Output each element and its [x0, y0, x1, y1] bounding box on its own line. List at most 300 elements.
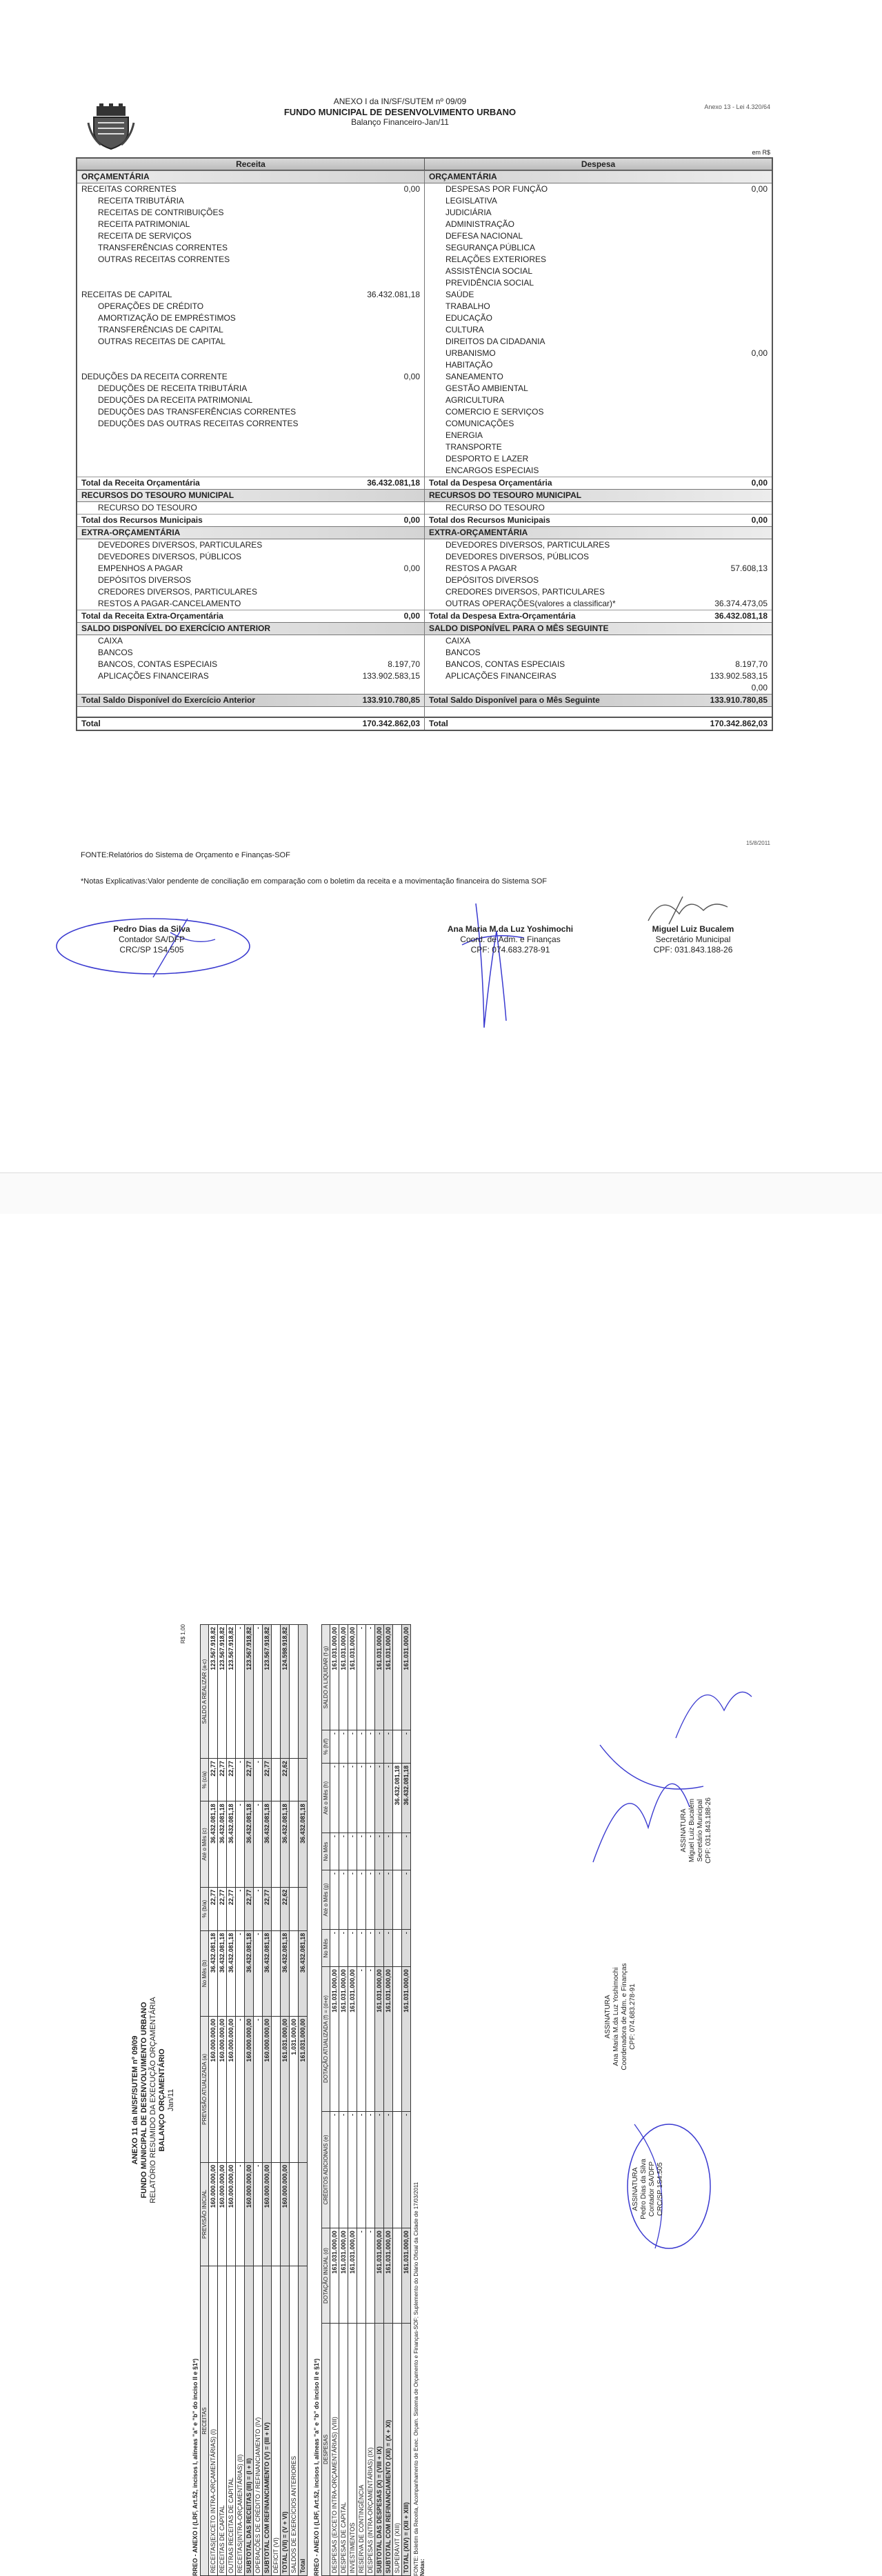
item-label: RECEITA DE SERVIÇOS	[98, 231, 192, 241]
column-header: SALDO A LIQUIDAR (f-g)	[322, 1625, 330, 1730]
city-crest-icon	[87, 102, 135, 150]
row-label: SUBTOTAL DAS RECEITAS (III) = (I + II)	[245, 2266, 254, 2576]
cell-value: 22,77	[209, 1759, 218, 1801]
cell-value	[272, 1887, 281, 1930]
row-label: DÉFICIT (VI)	[272, 2266, 281, 2576]
list-item	[425, 301, 772, 312]
cell-value: -	[236, 1759, 245, 1801]
item-value	[678, 430, 772, 441]
item-label: CREDORES DIVERSOS, PARTICULARES	[445, 587, 605, 597]
cell-value: -	[375, 1763, 384, 1833]
list-item	[425, 551, 772, 563]
cell-value: -	[375, 2111, 384, 2228]
cell-value: 36.432.081,18	[209, 1801, 218, 1887]
list-item	[77, 348, 424, 359]
item-label: APLICAÇÕES FINANCEIRAS	[98, 671, 209, 681]
cell-value: -	[236, 1801, 245, 1887]
cell-value: -	[375, 1930, 384, 1967]
item-label: COMERCIO E SERVIÇOS	[445, 407, 544, 417]
cell-value: -	[366, 2228, 375, 2324]
column-header: RECEITAS	[201, 2266, 209, 2576]
cell-value: 160.000.000,00	[263, 2017, 272, 2163]
cell-value: 161.031.000,00	[281, 2017, 290, 2163]
cell-value: 161.031.000,00	[384, 1967, 393, 2112]
cell-value: 123.567.918,82	[209, 1625, 218, 1759]
list-item	[77, 254, 424, 266]
item-label: SAÚDE	[445, 290, 474, 299]
column-header: DOTAÇÃO ATUALIZADA (f) = (d+e)	[322, 1967, 330, 2112]
list-item	[77, 539, 424, 551]
column-header: DESPESAS	[322, 2323, 330, 2575]
list-item	[425, 465, 772, 477]
list-item	[77, 183, 424, 195]
list-item	[77, 563, 424, 575]
cell-value	[272, 2162, 281, 2266]
cell-value: 161.031.000,00	[348, 1625, 357, 1730]
cell-value: -	[402, 1870, 411, 1930]
list-item	[77, 586, 424, 598]
column-header: PREVISÃO ATUALIZADA (a)	[201, 2017, 209, 2163]
despesas-table	[321, 1624, 411, 2576]
cell-value: -	[375, 1870, 384, 1930]
cell-value: 36.432.081,18	[281, 1930, 290, 2016]
item-value	[330, 635, 424, 647]
p2-signature-coordinator: ASSINATURA Ana Maria M.da Luz Yoshimochi Coordenadora de Adm. e Finanças CPF: 074.683.278-91	[604, 1963, 637, 2070]
table-row	[330, 1625, 339, 2576]
cell-value: -	[366, 1833, 375, 1870]
table-row	[272, 1625, 281, 2576]
list-item	[77, 682, 424, 694]
list-item	[425, 254, 772, 266]
cell-value: 36.432.081,18	[227, 1801, 236, 1887]
table-row	[290, 1625, 299, 2576]
cell-value: -	[357, 1730, 366, 1764]
row-label: INVESTIMENTOS	[348, 2323, 357, 2575]
section-orcamentaria	[77, 170, 772, 183]
cell-value: 36.432.081,18	[263, 1930, 272, 2016]
item-label: SANEAMENTO	[445, 372, 503, 381]
cell-value	[272, 1759, 281, 1801]
list-item	[425, 207, 772, 219]
table-row	[366, 1625, 375, 2576]
item-value: 0,00	[403, 184, 420, 194]
list-item: RECURSO DO TESOURO	[98, 503, 197, 512]
item-label: OUTRAS RECEITAS DE CAPITAL	[98, 337, 225, 346]
cell-value: -	[236, 1887, 245, 1930]
cell-value: -	[348, 1833, 357, 1870]
list-item	[77, 551, 424, 563]
title-line: RELATÓRIO RESUMIDO DA EXECUÇÃO ORÇAMENTÁRIA	[149, 1997, 157, 2204]
cell-value: 36.432.081,18	[299, 1801, 308, 1887]
item-value	[330, 242, 424, 254]
cell-value: 161.031.000,00	[339, 2228, 348, 2324]
item-label: BANCOS, CONTAS ESPECIAIS	[445, 659, 565, 669]
list-item	[425, 219, 772, 230]
section-extra-orcamentaria	[77, 526, 772, 539]
item-value	[330, 598, 424, 610]
cell-value	[272, 2017, 281, 2163]
item-label: TRANSFERÊNCIAS CORRENTES	[98, 243, 228, 252]
cell-value: -	[330, 1730, 339, 1764]
cell-value: 160.000.000,00	[227, 2162, 236, 2266]
cell-value: 161.031.000,00	[402, 2228, 411, 2324]
total-despesa-orcamentaria: Total da Despesa Orçamentária 0,00	[425, 477, 772, 489]
item-label: CULTURA	[445, 325, 484, 335]
section-title-left: RECURSOS DO TESOURO MUNICIPAL	[77, 490, 425, 501]
notes-label: Notas:	[419, 2559, 425, 2576]
cell-value: -	[402, 2111, 411, 2228]
total-receita-orcamentaria: Total da Receita Orçamentária 36.432.081,18	[77, 477, 424, 489]
list-item	[425, 289, 772, 301]
title-line: Jan/11	[167, 2088, 175, 2112]
column-header: CRÉDITOS ADICIONAIS (e)	[322, 2111, 330, 2228]
item-value	[330, 301, 424, 312]
item-label: DIREITOS DA CIDADANIA	[445, 337, 545, 346]
item-value: 0,00	[751, 348, 768, 358]
item-label: DEFESA NACIONAL	[445, 231, 523, 241]
cell-value: -	[339, 2111, 348, 2228]
cell-value: -	[357, 1870, 366, 1930]
list-item	[425, 586, 772, 598]
signature-block-coordinator: Ana Maria M.da Luz Yoshimochi Coord. de Adm. e Finanças CPF: 074.683.278-91	[447, 924, 574, 955]
p2-signature-secretary: ASSINATURA Miguel Luiz Bucalem Secretário Municipal CPF: 031.843.188-26	[680, 1797, 712, 1864]
cell-value: 160.000.000,00	[209, 2162, 218, 2266]
cell-value: 36.432.081,18	[245, 1801, 254, 1887]
item-value	[678, 230, 772, 242]
item-label	[77, 348, 330, 359]
saldo-seguinte	[425, 635, 772, 694]
list-item	[77, 359, 424, 371]
cell-value	[393, 1967, 402, 2112]
list-item	[77, 207, 424, 219]
list-item	[77, 418, 424, 430]
grand-total-left: Total 170.342.862,03	[77, 717, 424, 730]
item-value	[678, 418, 772, 430]
cell-value: -	[348, 1763, 357, 1833]
cell-value: -	[339, 1730, 348, 1764]
list-item	[425, 348, 772, 359]
item-value	[330, 586, 424, 598]
item-label: RECEITAS DE CAPITAL	[81, 290, 172, 299]
column-header: PREVISÃO INICIAL	[201, 2162, 209, 2266]
item-label: RELAÇÕES EXTERIORES	[445, 254, 547, 264]
cell-value: 36.432.081,18	[402, 1763, 411, 1833]
item-label: BANCOS, CONTAS ESPECIAIS	[98, 659, 218, 669]
list-item	[425, 395, 772, 406]
report-title-block	[131, 1624, 176, 2576]
item-value	[678, 312, 772, 324]
cell-value: 22,77	[218, 1887, 227, 1930]
item-value	[330, 551, 424, 563]
cell-value	[299, 1759, 308, 1801]
total-recursos-municipais-right: Total dos Recursos Municipais 0,00	[425, 514, 772, 526]
cell-value	[272, 1625, 281, 1759]
cell-value: -	[236, 1625, 245, 1759]
item-label	[77, 359, 330, 371]
item-value	[678, 219, 772, 230]
item-value: 0,00	[403, 372, 420, 381]
cell-value: -	[236, 2017, 245, 2163]
item-value	[678, 207, 772, 219]
list-item	[77, 242, 424, 254]
table-header-row	[322, 1625, 330, 2576]
list-item	[425, 563, 772, 575]
item-value	[330, 359, 424, 371]
cell-value: -	[357, 1833, 366, 1870]
item-label: DEPÓSITOS DIVERSOS	[445, 575, 539, 585]
cell-value: -	[254, 1930, 263, 2016]
list-item	[77, 371, 424, 383]
cell-value: 22,77	[263, 1759, 272, 1801]
item-label: CAIXA	[445, 636, 471, 646]
total-receita-extra: Total da Receita Extra-Orçamentária 0,00	[77, 610, 424, 622]
title-line: FUNDO MUNICIPAL DE DESENVOLVIMENTO URBANO	[140, 2001, 148, 2199]
item-value: 0,00	[751, 184, 768, 194]
cell-value: 22,62	[281, 1759, 290, 1801]
cell-value: -	[366, 1930, 375, 1967]
column-header: No Mês (b)	[201, 1930, 209, 2016]
cell-value: -	[357, 1625, 366, 1730]
item-value	[330, 418, 424, 430]
header-fund-name: FUNDO MUNICIPAL DE DESENVOLVIMENTO URBANO	[283, 107, 517, 117]
cell-value: -	[236, 2162, 245, 2266]
item-value	[678, 647, 772, 659]
row-label: SALDOS DE EXERCÍCIOS ANTERIORES	[290, 2266, 299, 2576]
cell-value: 22,62	[281, 1887, 290, 1930]
column-despesa: Despesa	[581, 159, 616, 169]
source-note: FONTE:Relatórios do Sistema de Orçamento e Finanças-SOF	[81, 851, 290, 859]
cell-value: 123.567.918,82	[245, 1625, 254, 1759]
table-header-row	[201, 1625, 209, 2576]
cell-value: -	[375, 1730, 384, 1764]
cell-value: 161.031.000,00	[384, 1625, 393, 1730]
list-item	[77, 647, 424, 659]
list-item	[425, 383, 772, 395]
list-item	[77, 219, 424, 230]
title-line: ANEXO 11 da IN/SF/SUTEM nº 09/09	[131, 2035, 139, 2165]
cell-value: -	[254, 2017, 263, 2163]
item-label: DEDUÇÕES DA RECEITA CORRENTE	[81, 372, 228, 381]
cell-value	[393, 2111, 402, 2228]
cell-value: -	[384, 1870, 393, 1930]
explanatory-note: *Notas Explicativas:Valor pendente de conciliação em comparação com o boletim da receita e a movimentação financeira do Sistema SOF	[81, 877, 548, 886]
list-item	[77, 575, 424, 586]
list-item	[425, 418, 772, 430]
cell-value	[393, 1930, 402, 1967]
table-row	[263, 1625, 272, 2576]
section-title-right: SALDO DISPONÍVEL PARA O MÊS SEGUINTE	[429, 623, 609, 633]
item-label: RECEITAS CORRENTES	[81, 184, 177, 194]
section-title-left: ORÇAMENTÁRIA	[77, 171, 425, 183]
item-value	[330, 207, 424, 219]
cell-value: -	[254, 2162, 263, 2266]
item-value	[678, 254, 772, 266]
cell-value: 160.000.000,00	[218, 2017, 227, 2163]
item-label: OPERAÇÕES DE CRÉDITO	[98, 301, 204, 311]
column-header: DOTAÇÃO INICIAL (d)	[322, 2228, 330, 2324]
cell-value: -	[366, 1625, 375, 1730]
cell-value: -	[384, 1930, 393, 1967]
item-label	[77, 266, 330, 277]
row-label: Total	[299, 2266, 308, 2576]
list-item	[77, 230, 424, 242]
list-item	[77, 195, 424, 207]
item-value	[330, 406, 424, 418]
cell-value: 123.567.918,82	[218, 1625, 227, 1759]
cell-value: 22,77	[227, 1759, 236, 1801]
list-item	[425, 575, 772, 586]
item-label: ENCARGOS ESPECIAIS	[445, 466, 539, 475]
extra-receitas	[77, 539, 425, 610]
row-label: TOTAL (VII) = (V + VI)	[281, 2266, 290, 2576]
cell-value	[393, 2228, 402, 2324]
column-header: Até o Mês (g)	[322, 1870, 330, 1930]
item-label: ASSISTÊNCIA SOCIAL	[445, 266, 533, 276]
item-value	[330, 575, 424, 586]
item-value	[330, 254, 424, 266]
item-value	[678, 539, 772, 551]
list-item	[77, 383, 424, 395]
cell-value: -	[330, 1930, 339, 1967]
item-value	[330, 539, 424, 551]
item-value	[678, 336, 772, 348]
list-item	[77, 289, 424, 301]
cell-value	[272, 1930, 281, 2016]
cell-value: 22,77	[227, 1887, 236, 1930]
report-date: 15/8/2011	[746, 840, 770, 846]
item-label: RESTOS A PAGAR-CANCELAMENTO	[98, 599, 241, 608]
item-value	[678, 551, 772, 563]
item-label: DEDUÇÕES DA RECEITA PATRIMONIAL	[98, 395, 253, 405]
cell-value: -	[339, 1930, 348, 1967]
item-value	[330, 266, 424, 277]
cell-value: -	[402, 1930, 411, 1967]
section-tesouro	[77, 489, 772, 502]
item-value	[678, 266, 772, 277]
item-value	[330, 230, 424, 242]
item-value	[678, 441, 772, 453]
cell-value	[299, 2162, 308, 2266]
column-header: No Mês	[322, 1833, 330, 1870]
cell-value: 22,77	[263, 1887, 272, 1930]
cell-value: 22,77	[218, 1759, 227, 1801]
item-value	[678, 383, 772, 395]
cell-value: -	[254, 1887, 263, 1930]
cell-value: 36.432.081,18	[227, 1930, 236, 2016]
item-value	[678, 575, 772, 586]
cell-value: 161.031.000,00	[384, 2228, 393, 2324]
cell-value	[299, 1887, 308, 1930]
cell-value: 36.432.081,18	[218, 1801, 227, 1887]
cell-value: 161.031.000,00	[375, 1967, 384, 2112]
list-item: RECURSO DO TESOURO	[445, 503, 545, 512]
annex-reference: Anexo 13 - Lei 4.320/64	[704, 103, 770, 110]
item-value	[330, 277, 424, 289]
item-value	[678, 301, 772, 312]
item-label: PREVIDÊNCIA SOCIAL	[445, 278, 534, 288]
item-value	[678, 635, 772, 647]
cell-value: -	[384, 1833, 393, 1870]
item-value	[678, 324, 772, 336]
cell-value: 161.031.000,00	[348, 1967, 357, 2112]
row-label: RECEITAS DE CAPITAL	[218, 2266, 227, 2576]
cell-value: -	[402, 1730, 411, 1764]
list-item	[425, 312, 772, 324]
page-separator	[0, 1172, 882, 1215]
item-label	[77, 682, 330, 694]
list-item	[77, 635, 424, 647]
item-label: GESTÃO AMBIENTAL	[445, 383, 528, 393]
list-item	[77, 659, 424, 670]
column-header: % (b/a)	[201, 1887, 209, 1930]
item-label: DESPORTO E LAZER	[445, 454, 529, 463]
item-label: EMPENHOS A PAGAR	[98, 563, 183, 573]
table-row	[254, 1625, 263, 2576]
list-item	[425, 635, 772, 647]
cell-value: -	[402, 1833, 411, 1870]
list-item	[77, 312, 424, 324]
total-recursos-municipais-left: Total dos Recursos Municipais 0,00	[77, 514, 424, 526]
cell-value: -	[254, 1625, 263, 1759]
list-item	[425, 195, 772, 207]
cell-value: -	[330, 1833, 339, 1870]
list-item	[425, 371, 772, 383]
list-item	[425, 682, 772, 694]
row-label: RECEITAS(EXCETO INTRA-ORÇAMENTÁRIAS) (I)	[209, 2266, 218, 2576]
cell-value: 160.000.000,00	[263, 2162, 272, 2266]
item-label: RECEITA TRIBUTÁRIA	[98, 196, 184, 206]
signature-block-secretary: Miguel Luiz Bucalem Secretário Municipal CPF: 031.843.188-26	[652, 924, 734, 955]
cell-value: -	[357, 1930, 366, 1967]
cell-value	[393, 1625, 402, 1730]
item-label: OUTRAS OPERAÇÕES(valores a classificar)*	[445, 599, 616, 608]
cell-value: 161.031.000,00	[339, 1625, 348, 1730]
cell-value: 36.432.081,18	[209, 1930, 218, 2016]
item-label: HABITAÇÃO	[445, 360, 493, 370]
cell-value: 22,77	[245, 1759, 254, 1801]
source-note: FONTE: Boletim da Receita, Acompanhamento de Exec. Orçam. Sistema de Orçamento e Finanças-SOF; Suplemento do Diário Oficial da Cidade de 17/03/2011	[413, 2181, 419, 2576]
list-item	[425, 430, 772, 441]
item-label: TRABALHO	[445, 301, 490, 311]
cell-value	[393, 1730, 402, 1764]
item-label: TRANSFERÊNCIAS DE CAPITAL	[98, 325, 223, 335]
cell-value: 22,77	[245, 1887, 254, 1930]
row-label: OUTRAS RECEITAS DE CAPITAL	[227, 2266, 236, 2576]
cell-value: -	[339, 1870, 348, 1930]
item-value: 133.902.583,15	[362, 671, 420, 681]
item-value: 0,00	[751, 683, 768, 692]
cell-value: -	[366, 1967, 375, 2112]
item-value	[330, 383, 424, 395]
item-value: 133.902.583,15	[710, 671, 768, 681]
cell-value: -	[384, 2111, 393, 2228]
list-item	[77, 266, 424, 277]
list-item	[425, 453, 772, 465]
saldo-anterior	[77, 635, 425, 694]
item-value: 0,00	[403, 563, 420, 573]
list-item	[425, 336, 772, 348]
item-value	[678, 395, 772, 406]
table-row	[227, 1625, 236, 2576]
item-label: DEPÓSITOS DIVERSOS	[98, 575, 192, 585]
list-item	[77, 301, 424, 312]
item-label: DEVEDORES DIVERSOS, PARTICULARES	[98, 540, 263, 550]
item-value	[678, 453, 772, 465]
rotated-report	[131, 1624, 559, 2576]
row-label: TOTAL (XIV) = (XII + XIII)	[402, 2323, 411, 2575]
cell-value: -	[348, 2111, 357, 2228]
cell-value: 161.031.000,00	[375, 1625, 384, 1730]
